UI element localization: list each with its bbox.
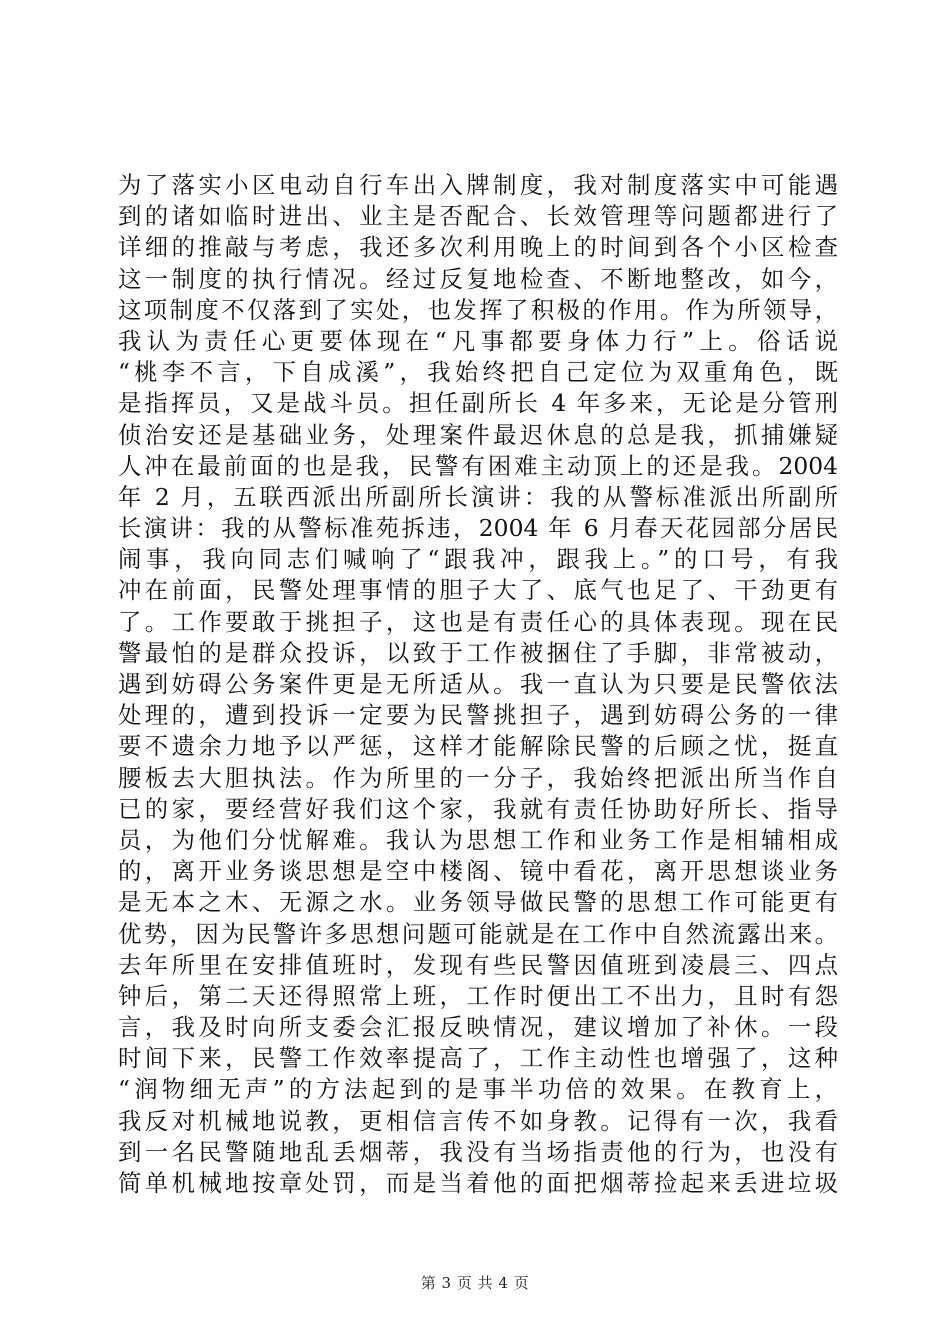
text-line: 年 2 月，五联西派出所副所长演讲：我的从警标准派出所副所 <box>118 482 838 511</box>
text-line: 详细的推敲与考虑，我还多次利用晚上的时间到各个小区检查 <box>118 233 838 262</box>
text-line: 了。工作要敢于挑担子，这也是有责任心的具体表现。现在民 <box>118 607 838 636</box>
text-line: 的，离开业务谈思想是空中楼阁、镜中看花，离开思想谈业务 <box>118 857 838 886</box>
text-line: 员，为他们分忧解难。我认为思想工作和业务工作是相辅相成 <box>118 825 838 854</box>
text-line: 侦治安还是基础业务，处理案件最迟休息的总是我，抓捕嫌疑 <box>118 420 838 449</box>
text-line: 这项制度不仅落到了实处，也发挥了积极的作用。作为所领导， <box>118 295 838 324</box>
page-footer: 第 3 页 共 4 页 <box>420 1274 530 1292</box>
text-line: 处理的，遭到投诉一定要为民警挑担子，遇到妨碍公务的一律 <box>118 701 838 730</box>
text-line: “桃李不言，下自成溪”，我始终把自己定位为双重角色，既 <box>118 358 838 387</box>
text-line: “润物细无声”的方法起到的是事半功倍的效果。在教育上， <box>118 1075 838 1104</box>
text-line: 是指挥员，又是战斗员。担任副所长 4 年多来，无论是分管刑 <box>118 389 838 418</box>
text-line: 我认为责任心更要体现在“凡事都要身体力行”上。俗话说 <box>118 326 838 355</box>
text-line: 为了落实小区电动自行车出入牌制度，我对制度落实中可能遇 <box>118 171 838 199</box>
text-line: 闹事，我向同志们喊响了“跟我冲，跟我上。”的口号，有我 <box>118 545 838 574</box>
text-line: 我反对机械地说教，更相信言传不如身教。记得有一次，我看 <box>118 1106 838 1135</box>
text-line: 是无本之木、无源之水。业务领导做民警的思想工作可能更有 <box>118 888 838 917</box>
text-line: 这一制度的执行情况。经过反复地检查、不断地整改，如今， <box>118 264 838 293</box>
text-line: 要不遗余力地予以严惩，这样才能解除民警的后顾之忧，挺直 <box>118 732 838 761</box>
text-line: 言，我及时向所支委会汇报反映情况，建议增加了补休。一段 <box>118 1013 838 1042</box>
text-line: 优势，因为民警许多思想问题可能就是在工作中自然流露出来。 <box>118 919 838 948</box>
text-line: 已的家，要经营好我们这个家，我就有责任协助好所长、指导 <box>118 794 838 823</box>
text-line: 遇到妨碍公务案件更是无所适从。我一直认为只要是民警依法 <box>118 670 838 698</box>
text-line: 去年所里在安排值班时，发现有些民警因值班到凌晨三、四点 <box>118 950 838 979</box>
text-line: 时间下来，民警工作效率提高了，工作主动性也增强了，这种 <box>118 1044 838 1073</box>
text-line: 到的诸如临时进出、业主是否配合、长效管理等问题都进行了 <box>118 202 838 231</box>
text-line: 人冲在最前面的也是我，民警有困难主动顶上的还是我。2004 <box>118 451 838 480</box>
text-line: 简单机械地按章处罚，而是当着他的面把烟蒂捡起来丢进垃圾 <box>118 1169 838 1197</box>
text-line: 腰板去大胆执法。作为所里的一分子，我始终把派出所当作自 <box>118 763 838 792</box>
body-text <box>118 170 838 1199</box>
text-line: 长演讲：我的从警标准苑拆违，2004 年 6 月春天花园部分居民 <box>118 514 838 543</box>
text-line: 到一名民警随地乱丢烟蒂，我没有当场指责他的行为，也没有 <box>118 1137 838 1166</box>
text-line: 钟后，第二天还得照常上班，工作时便出工不出力，且时有怨 <box>118 981 838 1010</box>
text-line: 警最怕的是群众投诉，以致于工作被捆住了手脚，非常被动， <box>118 638 838 667</box>
text-line: 冲在前面，民警处理事情的胆子大了、底气也足了、干劲更有 <box>118 576 838 605</box>
